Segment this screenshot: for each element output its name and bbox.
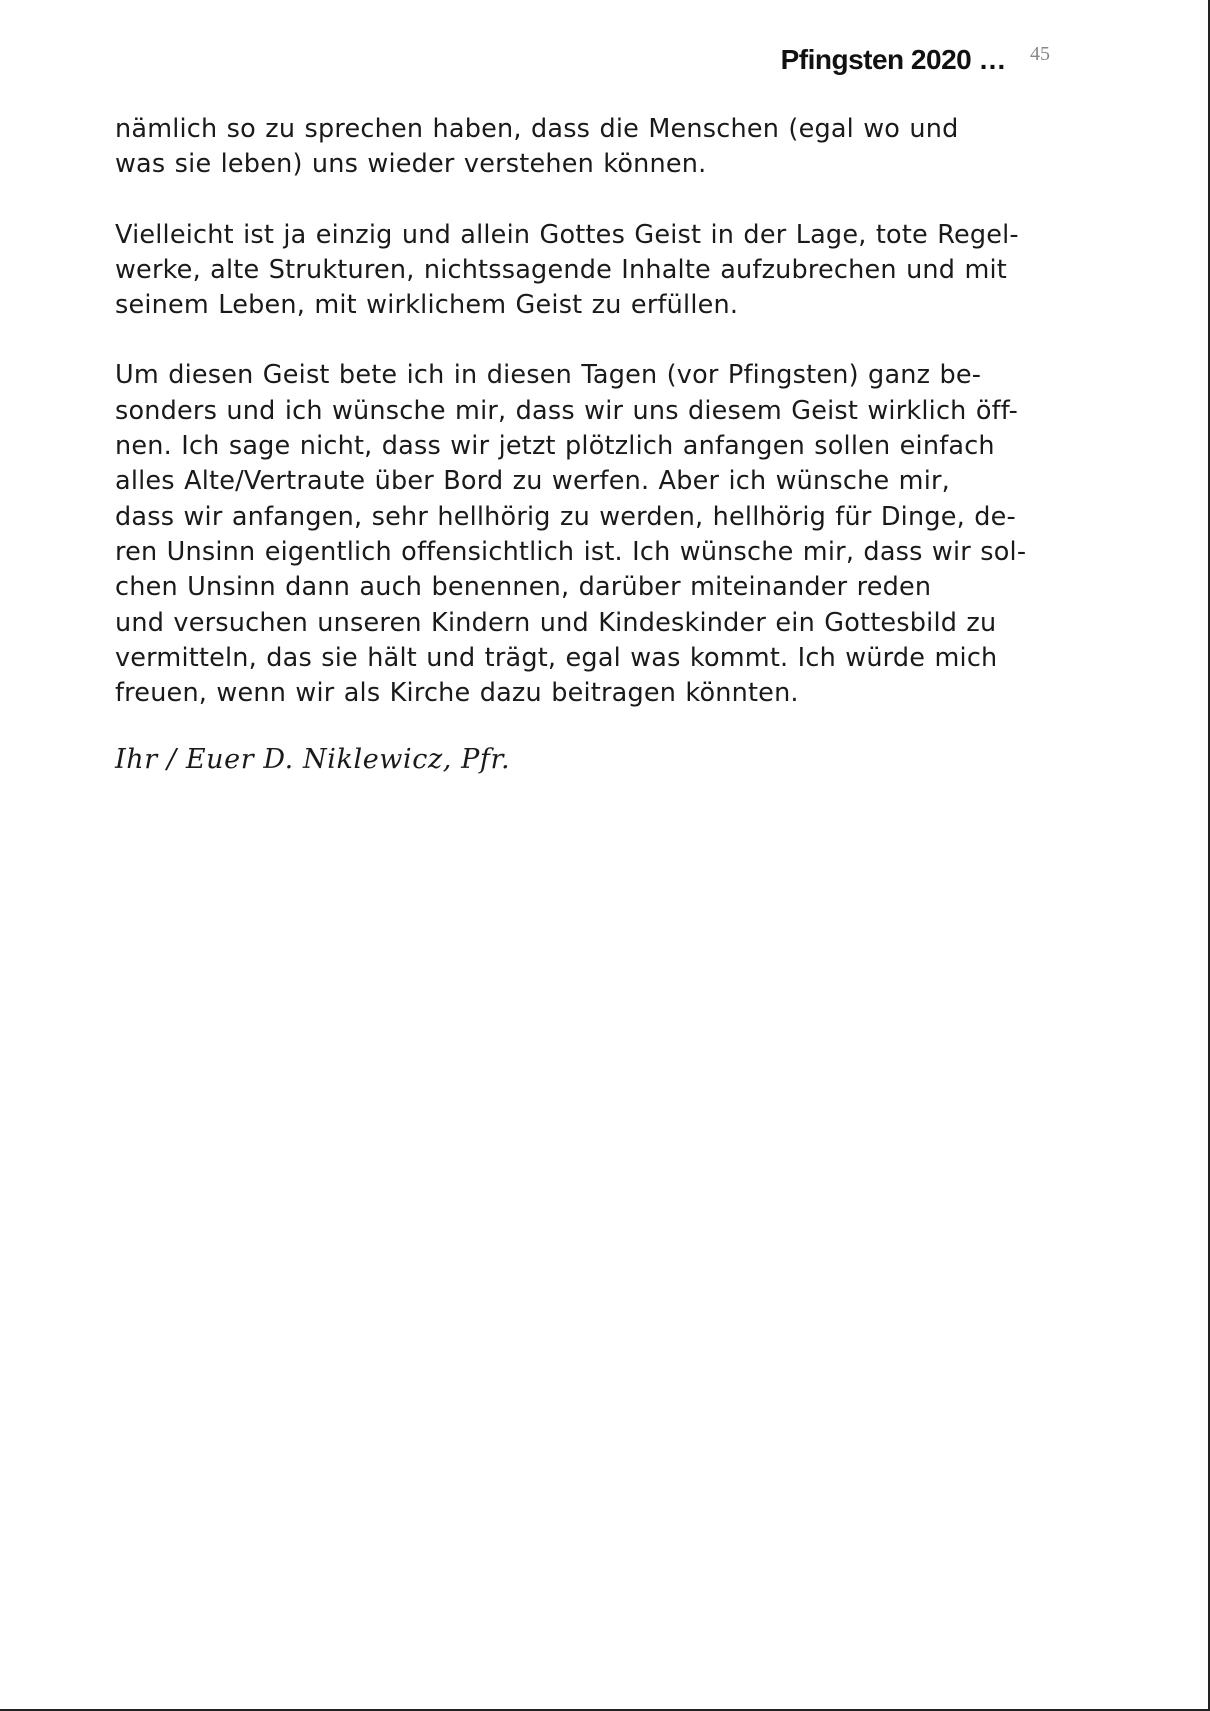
signature: Ihr / Euer D. Niklewicz, Pfr.: [115, 744, 511, 775]
page-number: 45: [1030, 43, 1050, 65]
running-header: [760, 40, 1106, 80]
paragraph-3: Um diesen Geist bete ich in diesen Tagen (vor Pfingsten) ganz be- sonders und ich wünsche mir, dass wir uns diesem Geist wirklich öff- nen. Ich sage nicht, dass wir jetzt plötzlich anfangen sollen einfach alles Alte/Vertraute über Bord zu werfen. Aber ich wünsche mir, dass wir anfangen, sehr hellhörig zu werden, hellhörig für Dinge, de- ren Unsinn eigentlich offensichtlich ist. Ich wünsche mir, dass wir sol- chen Unsinn dann auch benennen, darüber miteinander reden und versuchen unseren Kindern und Kindeskinder ein Gottesbild zu vermitteln, das sie hält und trägt, egal was kommt. Ich würde mich freuen, wenn wir als Kirche dazu beitragen könnten.: [115, 360, 1027, 709]
paragraph-2: Vielleicht ist ja einzig und allein Gottes Geist in der Lage, tote Regel- werke, alte Strukturen, nichtssagende Inhalte aufzubrechen und mit seinem Leben, mit wirklichem Geist zu erfüllen.: [115, 219, 1019, 321]
header-title: Pfingsten 2020 …: [780, 44, 1006, 75]
paragraph-1: nämlich so zu sprechen haben, dass die Menschen (egal wo und was sie leben) uns wieder verstehen können.: [115, 114, 959, 180]
body-text: [115, 112, 1061, 746]
